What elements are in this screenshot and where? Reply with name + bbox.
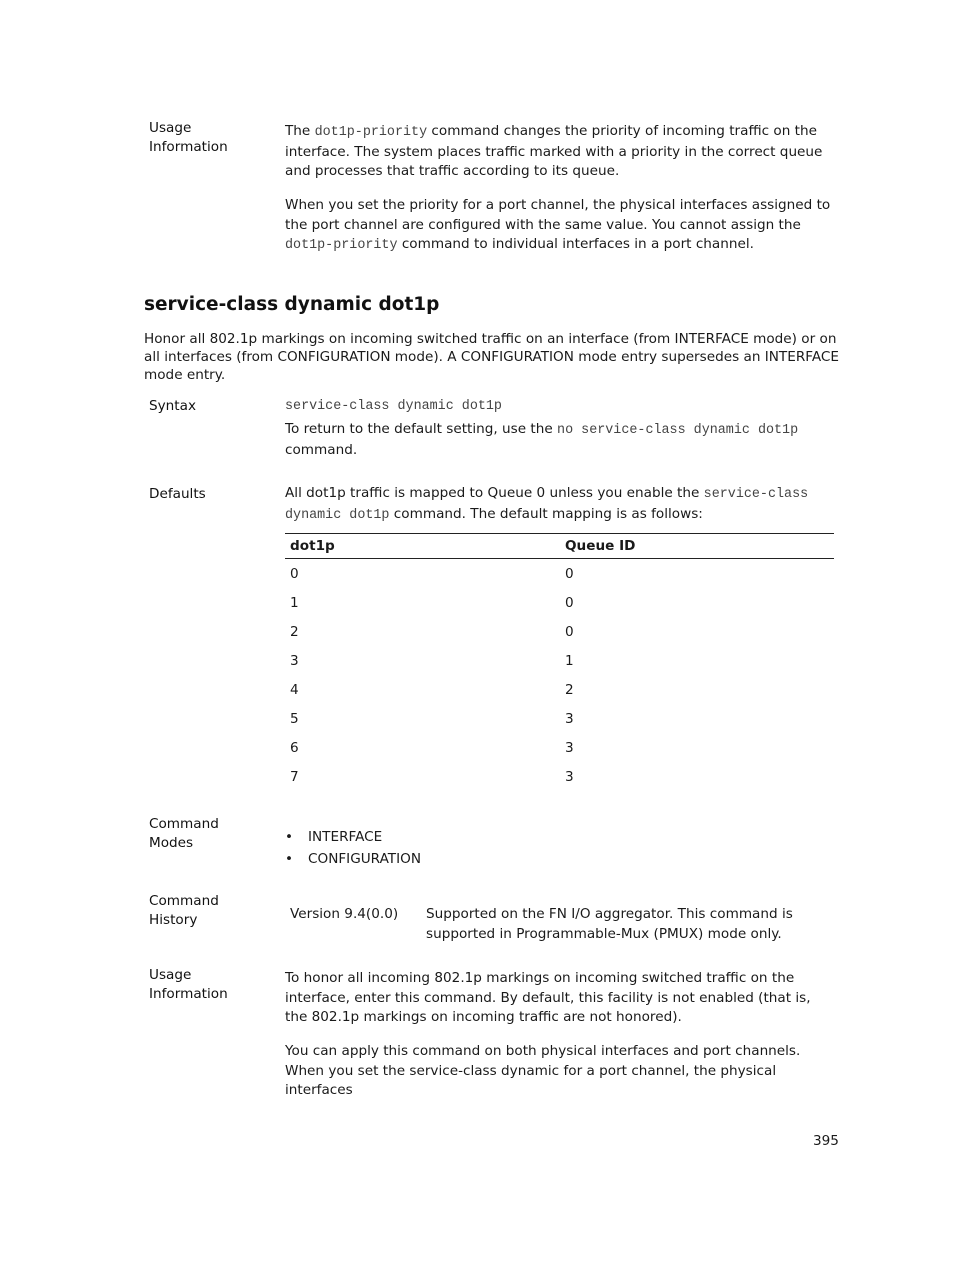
table-cell: 0 [565,623,574,640]
table-cell: 3 [565,768,574,785]
command-history-label: Command History [149,893,219,928]
table-cell: 2 [290,623,299,640]
table-cell: 2 [565,681,574,698]
table-row [285,646,834,675]
inline-code: service-class dynamic dot1p [285,487,809,523]
section-intro: Honor all 802.1p markings on incoming switched traffic on an interface (from INTERFACE mode) or on all interfaces (from CONFIGURATION mode). A CONFIGURATION mode entry supersedes an INTERFACE mode entry. [144,331,839,383]
inline-code: dot1p-priority [285,238,398,253]
table-cell: 3 [290,652,299,669]
table-row [285,675,834,704]
command-modes-label: Command Modes [149,816,219,851]
history-version: Version 9.4(0.0) [290,906,399,922]
usage-information-label-2: Usage Information [149,967,228,1002]
usage-information-label: Usage Information [149,120,228,155]
defaults-label: Defaults [149,486,206,502]
table-cell: 4 [290,681,299,698]
table-cell: 1 [290,594,299,611]
default-mapping-table [285,533,834,791]
usage-paragraph-1: The dot1p-priority command changes the priority of incoming traffic on the interface. The system places traffic marked with a priority in the correct queue and processes that traffic according to its queue. [285,123,823,179]
table-row [285,704,834,733]
history-description: Supported on the FN I/O aggregator. This command is supported in Programmable-Mux (PMUX) mode only. [426,906,793,942]
table-cell: 6 [290,739,299,756]
usage2-paragraph-2: You can apply this command on both physical interfaces and port channels. When you set the service-class dynamic for a port channel, the physical interfaces [285,1043,801,1098]
syntax-label: Syntax [149,398,196,414]
command-modes-list [285,826,421,870]
page-number: 395 [813,1133,839,1149]
section-title: service-class dynamic dot1p [144,294,440,315]
table-header-cell: Queue ID [565,538,636,554]
table-cell: 0 [290,565,299,582]
table-header-cell: dot1p [290,538,335,554]
defaults-text: All dot1p traffic is mapped to Queue 0 unless you enable the service-class dynamic dot1p command. The default mapping is as follows: [285,485,809,523]
table-row [285,559,834,588]
list-item: • CONFIGURATION [285,848,421,870]
table-row [285,733,834,762]
usage-paragraph-2: When you set the priority for a port channel, the physical interfaces assigned to the port channel are configured with the same value. You cannot assign the dot1p-priority command to individual interfaces in a port channel. [285,197,831,253]
usage2-paragraph-1: To honor all incoming 802.1p markings on incoming switched traffic on the interface, enter this command. By default, this facility is not enabled (that is, the 802.1p markings on incoming traffic are not honored). [285,970,811,1025]
inline-code: no service-class dynamic dot1p [557,423,799,438]
table-cell: 3 [565,710,574,727]
list-item: • INTERFACE [285,826,421,848]
table-cell: 0 [565,594,574,611]
table-cell: 7 [290,768,299,785]
syntax-note: To return to the default setting, use the no service-class dynamic dot1p command. [285,421,799,458]
table-cell: 0 [565,565,574,582]
table-row [285,588,834,617]
syntax-command: service-class dynamic dot1p [285,399,502,414]
table-row [285,762,834,791]
inline-code: dot1p-priority [314,125,428,140]
table-cell: 3 [565,739,574,756]
table-header-row [285,533,834,559]
table-row [285,617,834,646]
table-cell: 5 [290,710,299,727]
table-cell: 1 [565,652,574,669]
